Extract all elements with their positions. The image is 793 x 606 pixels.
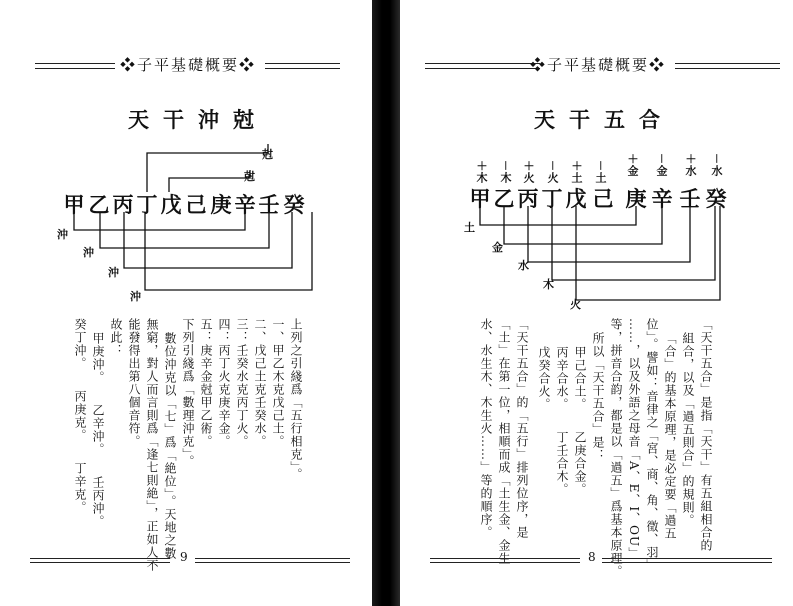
- combination-diagram: [400, 0, 793, 606]
- right-page: [400, 0, 793, 606]
- chong-line-4: [145, 212, 312, 290]
- stem-ding: 丁: [541, 186, 563, 211]
- stem-xin: 辛: [651, 186, 673, 211]
- text-column: 「合」的基本原理，是必定要「過五: [663, 332, 677, 540]
- chong-label: 沖: [108, 266, 119, 279]
- polarity-label: ＋火: [522, 160, 535, 184]
- ornament-icon: ❖: [239, 56, 257, 74]
- section-title: 天干五合: [534, 107, 674, 132]
- chong-line-3: [124, 212, 292, 268]
- combo-line-fire: [576, 206, 720, 300]
- chong-label: 沖: [130, 290, 141, 303]
- polarity-label: －火: [546, 160, 559, 184]
- footer-rule: [602, 558, 772, 563]
- polarity-label: ＋水: [684, 153, 697, 177]
- stem-gui: 癸: [283, 192, 305, 217]
- stem-jia: 甲: [469, 186, 491, 211]
- combo-label-earth: 土: [464, 221, 475, 234]
- stem-jia: 甲: [63, 192, 85, 217]
- footer-rule: [430, 558, 580, 563]
- combo-label-water: 水: [518, 259, 529, 272]
- stem-ji: 己: [185, 192, 207, 217]
- left-page: [0, 0, 372, 606]
- chong-label: 沖: [83, 246, 94, 259]
- ke-label: 尅: [244, 170, 255, 183]
- stem-ren: 壬: [258, 192, 280, 217]
- text-column: 三：壬癸水克丙丁火。: [235, 318, 249, 448]
- stem-xin: 辛: [234, 192, 256, 217]
- combo-label-metal: 金: [492, 241, 503, 254]
- section-title: 天干沖尅: [128, 107, 268, 132]
- stem-geng: 庚: [625, 186, 647, 211]
- polarity-label: －金: [655, 153, 668, 177]
- polarity-label: －水: [710, 153, 723, 177]
- polarity-label: ＋木: [475, 160, 488, 184]
- text-column: 戊癸合火。: [537, 346, 551, 411]
- footer-rule: [30, 558, 170, 563]
- right-page-footer: [400, 550, 793, 568]
- stem-wu: 戊: [565, 186, 587, 211]
- text-column: 無窮，對人而言則爲「逢七則絶」，正如人不: [145, 318, 159, 572]
- text-column: 「天干五合」的「五行」排列位序，是: [515, 318, 529, 539]
- stem-ding: 丁: [136, 192, 158, 217]
- text-column: 能發得出第八個音符。: [127, 318, 141, 448]
- text-column: 癸丁沖。 丙庚克。 丁辛克。: [73, 318, 87, 514]
- text-column: 「天干五合」是指「天干」有五組相合的: [699, 318, 713, 552]
- text-column: 丙辛合水。 丁壬合木。: [555, 346, 569, 496]
- polarity-label: ＋金: [626, 153, 639, 177]
- polarity-label: －木: [499, 160, 512, 184]
- text-column: 所以「天干五合」是：: [591, 332, 605, 462]
- text-column: 故此：: [109, 318, 123, 357]
- stem-wu: 戊: [160, 192, 182, 217]
- header-title: ❖子平基礎概要❖: [530, 56, 667, 74]
- ornament-icon: ❖: [120, 56, 138, 74]
- text-column: 一、甲乙木克戊己土。: [271, 318, 285, 448]
- stem-geng: 庚: [210, 192, 232, 217]
- clash-diagram: [0, 0, 372, 606]
- text-column: ……，以及外語之母音「A、E、I、OU」: [627, 318, 641, 561]
- text-column: 上列之引綫爲「五行相克」。: [289, 318, 303, 481]
- text-column: 四：丙丁火克庚辛金。: [217, 318, 231, 448]
- ke-label: 尅: [262, 148, 273, 161]
- book-spine: [372, 0, 400, 606]
- header-title: ❖子平基礎概要❖: [120, 56, 257, 74]
- text-column: 五：庚辛金尅甲乙術。: [199, 318, 213, 448]
- stem-bing: 丙: [517, 186, 539, 211]
- text-column: 位」。譬如：音律之「宮、商、角、徵、羽」: [645, 318, 659, 572]
- text-column: 組合，以及「過五則合」的規則。: [681, 332, 695, 527]
- stem-gui: 癸: [705, 186, 727, 211]
- text-column: 「土」在第一位，相順而成「土生金、金生: [497, 318, 511, 565]
- polarity-label: －土: [594, 160, 607, 184]
- text-column: 水、水生木、木生火……」等的順序。: [479, 318, 493, 539]
- polarity-label: ＋土: [570, 160, 583, 184]
- combo-label-wood: 木: [543, 278, 554, 291]
- stem-yi: 乙: [493, 186, 515, 211]
- chong-label: 沖: [57, 228, 68, 241]
- text-column: 甲己合土。 乙庚合金。: [573, 346, 587, 496]
- text-column: 等，拼音合韵，都是以「過五」爲基本原理。: [609, 318, 623, 578]
- ornament-icon: ❖: [649, 56, 667, 74]
- footer-rule: [195, 558, 350, 563]
- page-number: 9: [180, 550, 188, 564]
- page-number: 8: [588, 550, 596, 564]
- left-page-footer: [0, 550, 372, 568]
- stem-yi: 乙: [88, 192, 110, 217]
- ornament-icon: ❖: [530, 56, 548, 74]
- stem-ji: 己: [592, 186, 614, 211]
- text-column: 二、戊己土克壬癸水。: [253, 318, 267, 448]
- text-column: 下列引綫爲「數理沖克」。: [181, 318, 195, 468]
- text-column: 甲庚沖。 乙辛沖。 壬丙沖。: [91, 332, 105, 528]
- text-column: 數位沖克以「七」爲「絶位」。天地之數: [163, 332, 177, 560]
- combo-label-fire: 火: [570, 298, 581, 311]
- stem-bing: 丙: [112, 192, 134, 217]
- stem-ren: 壬: [679, 186, 701, 211]
